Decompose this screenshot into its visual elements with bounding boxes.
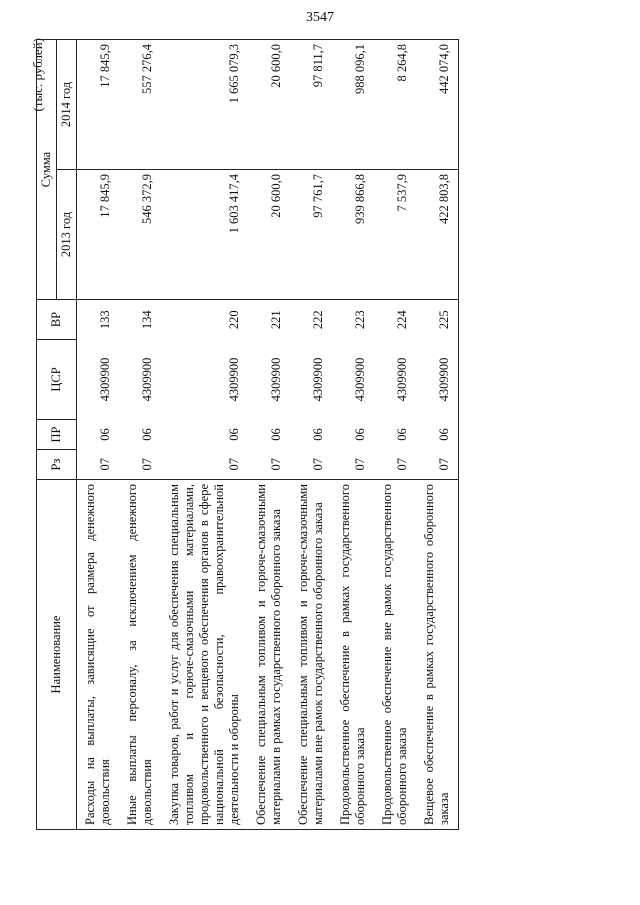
row-csr: 4309900 xyxy=(269,357,283,402)
row-vr: 223 xyxy=(353,310,367,330)
row-2013: 20 600,0 xyxy=(248,170,290,300)
row-vr: 133 xyxy=(98,310,112,330)
row-vr: 225 xyxy=(416,300,459,340)
row-csr: 4309900 xyxy=(395,357,409,402)
row-name: Продовольственное обеспечение в рамках государственного оборонного заказа xyxy=(332,480,374,830)
unit-note: (тыс. рублей) xyxy=(30,38,45,112)
row-csr: 4309900 xyxy=(353,357,367,402)
row-2014: 8 264,8 xyxy=(374,40,416,170)
row-rz: 07 xyxy=(395,458,409,471)
row-2014: 20 600,0 xyxy=(248,40,290,170)
row-2014: 1 665 079,3 xyxy=(161,40,248,170)
row-csr: 4309900 xyxy=(140,357,154,402)
table-row xyxy=(77,40,120,830)
row-2014: 442 074,0 xyxy=(416,40,459,170)
row-vr: 222 xyxy=(311,310,325,330)
row-2013: 939 866,8 xyxy=(332,170,374,300)
row-2013: 97 761,7 xyxy=(290,170,332,300)
header-2013: 2013 год xyxy=(57,170,77,300)
row-pr: 06 xyxy=(416,420,459,450)
row-vr: 224 xyxy=(395,310,409,330)
row-pr: 06 xyxy=(311,428,325,441)
row-name: Расходы на выплаты, зависящие от размера денежного довольствия xyxy=(77,480,120,830)
row-rz: 07 xyxy=(353,458,367,471)
table-row xyxy=(416,40,459,830)
budget-table xyxy=(36,39,459,830)
header-name: Наименование xyxy=(37,480,77,830)
row-rz: 07 xyxy=(140,458,154,471)
row-name: Обеспечение специальным топливом и горюче-смазочными материалами вне рамок государственного оборонного заказа xyxy=(290,480,332,830)
header-2014: 2014 год xyxy=(57,40,77,170)
header-vr: ВР xyxy=(37,300,77,340)
header-rz: Рз xyxy=(37,450,77,480)
row-pr: 06 xyxy=(140,428,154,441)
row-2014: 17 845,9 xyxy=(77,40,120,170)
row-2013: 7 537,9 xyxy=(374,170,416,300)
table-row xyxy=(248,40,290,830)
row-2013: 1 603 417,4 xyxy=(161,170,248,300)
row-csr: 4309900 xyxy=(311,357,325,402)
header-csr: ЦСР xyxy=(37,340,77,420)
row-2014: 97 811,7 xyxy=(290,40,332,170)
row-pr: 06 xyxy=(353,428,367,441)
row-csr: 4309900 xyxy=(227,357,241,402)
row-rz: 07 xyxy=(98,458,112,471)
row-2014: 557 276,4 xyxy=(119,40,161,170)
row-name: Обеспечение специальным топливом и горюче-смазочными материалами в рамках государственного оборонного заказа xyxy=(248,480,290,830)
row-pr: 06 xyxy=(395,428,409,441)
row-pr: 06 xyxy=(227,428,241,441)
row-2013: 17 845,9 xyxy=(77,170,120,300)
table-row xyxy=(374,40,416,830)
row-name: Иные выплаты персоналу, за исключением денежного довольствия xyxy=(119,480,161,830)
row-vr: 134 xyxy=(140,310,154,330)
row-rz: 07 xyxy=(227,458,241,471)
row-2013: 546 372,9 xyxy=(119,170,161,300)
row-rz: 07 xyxy=(311,458,325,471)
row-pr: 06 xyxy=(269,428,283,441)
table-row xyxy=(119,40,161,830)
table-row xyxy=(161,40,248,830)
table-row xyxy=(290,40,332,830)
row-pr: 06 xyxy=(98,428,112,441)
row-name: Вещевое обеспечение в рамках государственного оборонного заказа xyxy=(416,480,459,830)
header-sum: Сумма xyxy=(37,40,57,300)
row-name: Продовольственное обеспечение вне рамок государственного оборонного заказа xyxy=(374,480,416,830)
row-2014: 988 096,1 xyxy=(332,40,374,170)
header-pr: ПР xyxy=(37,420,77,450)
row-vr: 220 xyxy=(227,310,241,330)
row-rz: 07 xyxy=(416,450,459,480)
row-csr: 4309900 xyxy=(98,357,112,402)
row-name: Закупка товаров, работ и услуг для обеспечения специальным топливом и горюче-смазочными материалами, продовольственного и вещевого обеспечения органов в сфере национальной безопасности, правоохранительной деятельности и обороны xyxy=(161,480,248,830)
table-row xyxy=(332,40,374,830)
row-rz: 07 xyxy=(269,458,283,471)
row-csr: 4309900 xyxy=(416,340,459,420)
table-body xyxy=(77,40,459,830)
page-number: 3547 xyxy=(306,10,334,25)
row-2013: 422 803,8 xyxy=(416,170,459,300)
row-vr: 221 xyxy=(269,310,283,330)
